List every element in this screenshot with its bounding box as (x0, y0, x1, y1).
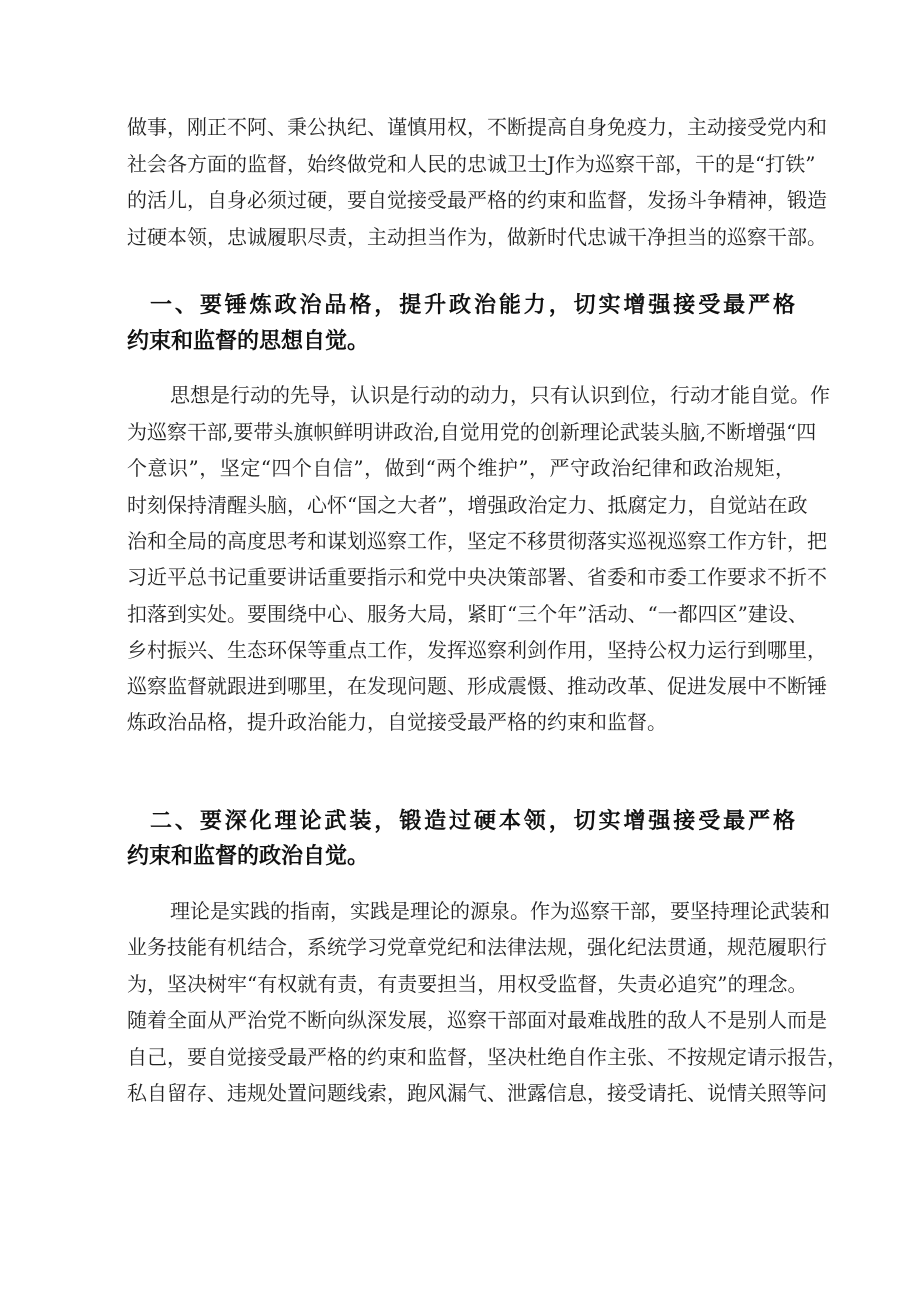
paragraph-line: 私自留存、违规处置问题线索，跑风漏气、泄露信息，接受请托、说情关照等问 (127, 1081, 827, 1105)
paragraph-line: 思想是行动的先导，认识是行动的动力，只有认识到位，行动才能自觉。作 (170, 383, 830, 407)
section-heading-line: 约束和监督的政治自觉。 (127, 844, 370, 869)
section-heading-line: 一、要锤炼政治品格，提升政治能力，切实增强接受最严格 (150, 293, 795, 318)
paragraph-line: 做事，刚正不阿、秉公执纪、谨慎用权，不断提高自身免疫力，主动接受党内和 (127, 115, 827, 139)
paragraph-line: 个意识”，坚定“四个自信”，做到“两个维护”，严守政治纪律和政治规矩， (127, 456, 795, 480)
paragraph-line: 随着全面从严治党不断向纵深发展，巡察干部面对最难战胜的敌人不是别人而是 (127, 1008, 827, 1032)
paragraph-line: 巡察监督就跟进到哪里，在发现问题、形成震慑、推动改革、促进发展中不断锤 (127, 674, 827, 698)
paragraph-line: 扣落到实处。要围绕中心、服务大局，紧盯“三个年”活动、“一都四区”建设、 (127, 602, 808, 626)
paragraph-line: 习近平总书记重要讲话重要指示和党中央决策部署、省委和市委工作要求不折不 (127, 565, 827, 589)
paragraph-line: 乡村振兴、生态环保等重点工作，发挥巡察利剑作用，坚持公权力运行到哪里， (127, 638, 827, 662)
paragraph-line: 时刻保持清醒头脑，心怀“国之大者”，增强政治定力、抵腐定力，自觉站在政 (127, 493, 808, 517)
paragraph-line: 业务技能有机结合，系统学习党章党纪和法律法规，强化纪法贯通，规范履职行 (127, 935, 827, 959)
section-heading-line: 二、要深化理论武装，锻造过硬本领，切实增强接受最严格 (150, 809, 795, 834)
paragraph-line: 社会各方面的监督，始终做党和人民的忠诚卫士J作为巡察干部，干的是“打铁” (127, 152, 816, 176)
paragraph-line: 自己，要自觉接受最严格的约束和监督，坚决杜绝自作主张、不按规定请示报告， (127, 1045, 847, 1069)
section-heading-line: 约束和监督的思想自觉。 (127, 329, 370, 354)
paragraph-line: 为巡察干部,要带头旗帜鲜明讲政治,自觉用党的创新理论武装头脑,不断增强“四 (127, 420, 817, 444)
paragraph-line: 为，坚决树牢“有权就有责，有责要担当，用权受监督，失责必追究”的理念。 (127, 972, 808, 996)
paragraph-line: 治和全局的高度思考和谋划巡察工作，坚定不移贯彻落实巡视巡察工作方针，把 (127, 529, 827, 553)
paragraph-line: 的活儿，自身必须过硬，要自觉接受最严格的约束和监督，发扬斗争精神，锻造 (127, 188, 827, 212)
paragraph-line: 过硬本领，忠诚履职尽责，主动担当作为，做新时代忠诚干净担当的巡察干部。 (127, 225, 827, 249)
paragraph-line: 炼政治品格，提升政治能力，自觉接受最严格的约束和监督。 (127, 710, 667, 734)
paragraph-line: 理论是实践的指南，实践是理论的源泉。作为巡察干部，要坚持理论武装和 (170, 899, 830, 923)
